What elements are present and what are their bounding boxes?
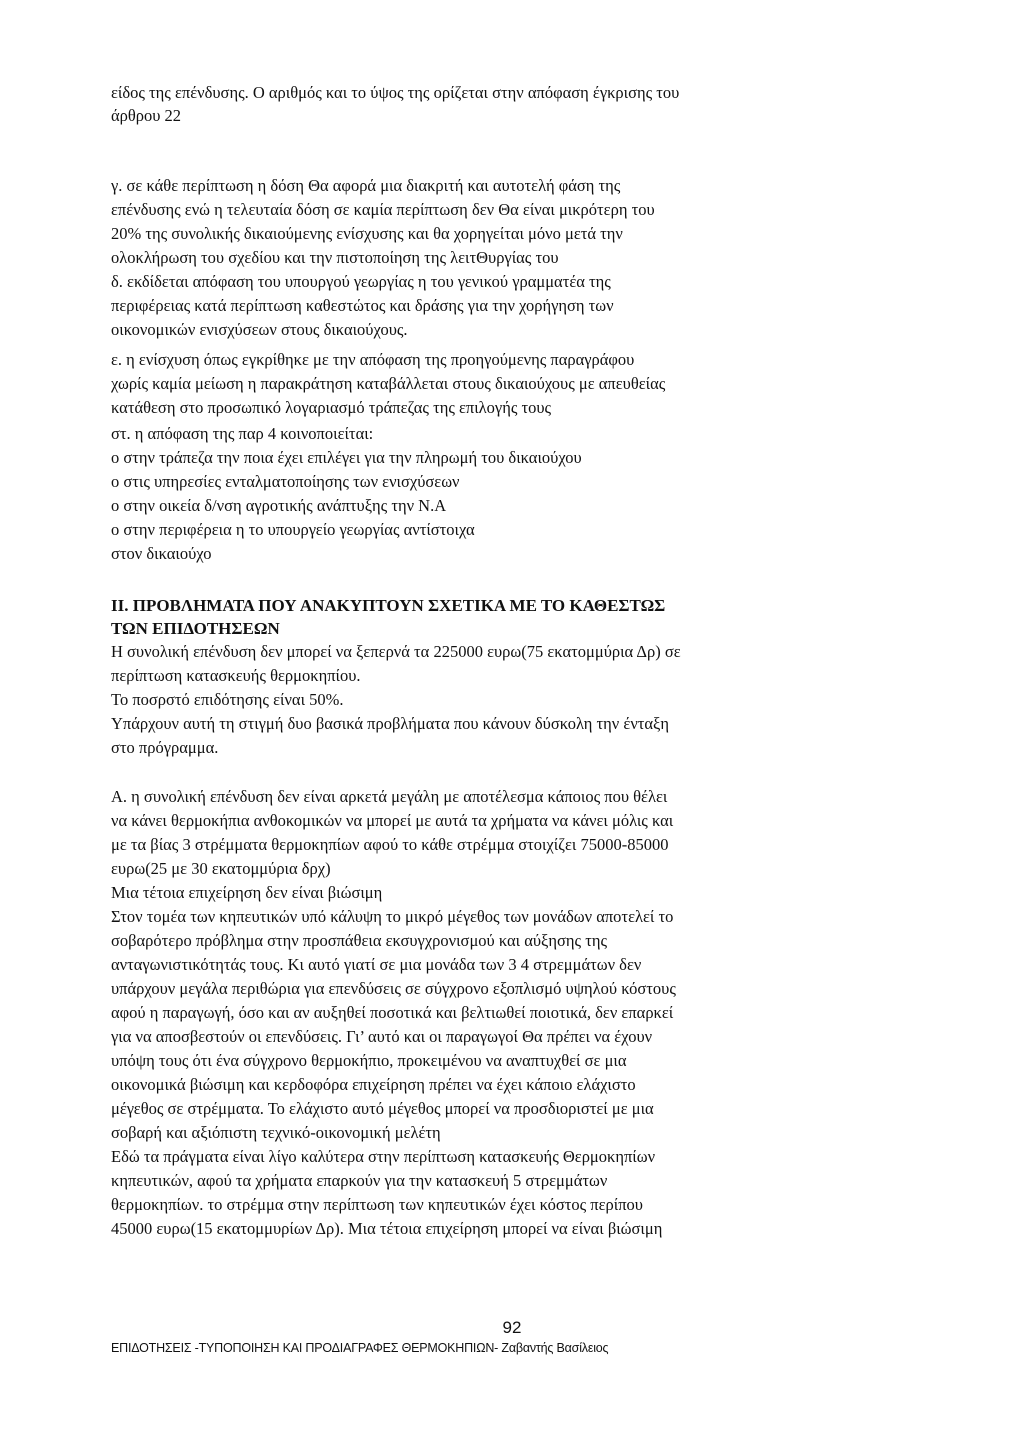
text-line: Στον τομέα των κηπευτικών υπό κάλυψη το μικρό μέγεθος των μονάδων αποτελεί το: [111, 907, 674, 926]
text-line: 20% της συνολικής δικαιούμενης ενίσχυσης και θα χορηγείται μόνο μετά την: [111, 224, 623, 243]
text-line: υπόψη τους ότι ένα σύγχρονο θερμοκήπιο, προκειμένου να αναπτυχθεί σε μια: [111, 1051, 627, 1070]
text-line: γ. σε κάθε περίπτωση η δόση Θα αφορά μια διακριτή και αυτοτελή φάση της: [111, 176, 621, 195]
text-line: ολοκλήρωση του σχεδίου και την πιστοποίηση της λειτΘυργίας του: [111, 248, 559, 267]
text-line: σοβαρή και αξιόπιστη τεχνικό-οικονομική μελέτη: [111, 1123, 441, 1142]
text-line: Μια τέτοια επιχείρηση δεν είναι βιώσιμη: [111, 883, 383, 902]
page-footer: ΕΠΙΔΟΤΗΣΕΙΣ -ΤΥΠΟΠΟΙΗΣΗ ΚΑΙ ΠΡΟΔΙΑΓΡΑΦΕΣ ΘΕΡΜΟΚΗΠΙΩΝ- Ζαβαντής Βασίλειος: [111, 1341, 609, 1355]
text-line: μέγεθος σε στρέμματα. Το ελάχιστο αυτό μέγεθος μπορεί να προσδιοριστεί με μια: [111, 1099, 654, 1118]
text-line: ε. η ενίσχυση όπως εγκρίθηκε με την απόφαση της προηγούμενης παραγράφου: [111, 350, 635, 369]
text-line: ανταγωνιστικότητάς τους. Κι αυτό γιατί σε μια μονάδα των 3 4 στρεμμάτων δεν: [111, 955, 642, 974]
text-line: άρθρου 22: [111, 106, 182, 125]
text-line: αφού η παραγωγή, όσο και αν αυξηθεί ποσοτικά και βελτιωθεί ποιοτικά, δεν επαρκεί: [111, 1003, 674, 1022]
text-line: να κάνει θερμοκήπια ανθοκομικών να μπορεί με αυτά τα χρήματα να κάνει μόλις και: [111, 811, 674, 830]
text-line: Το ποσρστό επιδότησης είναι 50%.: [111, 690, 344, 709]
text-line: στο πρόγραμμα.: [111, 738, 219, 757]
text-line: Εδώ τα πράγματα είναι λίγο καλύτερα στην περίπτωση κατασκευής Θερμοκηπίων: [111, 1147, 656, 1166]
text-line: περιφέρειας κατά περίπτωση καθεστώτος και δράσης για την χορήγηση των: [111, 296, 614, 315]
section-heading: II. ΠΡΟΒΛΗΜΑΤΑ ΠΟΥ ΑΝΑΚΥΠΤΟΥΝ ΣΧΕΤΙΚΑ ΜΕ ΤΟ ΚΑΘΕΣΤΩΣ: [111, 596, 666, 615]
section-heading: ΤΩΝ ΕΠΙΔΟΤΗΣΕΩΝ: [111, 619, 280, 638]
text-line: κατάθεση στο προσωπικό λογαριασμό τράπεζας της επιλογής τους: [111, 398, 552, 417]
text-line: θερμοκηπίων. το στρέμμα στην περίπτωση των κηπευτικών έχει κόστος περίπου: [111, 1195, 643, 1214]
text-line: επένδυσης ενώ η τελευταία δόση σε καμία περίπτωση δεν Θα είναι μικρότερη του: [111, 200, 655, 219]
text-line: περίπτωση κατασκευής θερμοκηπίου.: [111, 666, 361, 685]
text-line: είδος της επένδυσης. Ο αριθμός και το ύψος της ορίζεται στην απόφαση έγκρισης του: [111, 83, 680, 102]
text-line: σοβαρότερο πρόβλημα στην προσπάθεια εκσυγχρονισμού και αύξησης της: [111, 931, 607, 950]
list-item: ο στην τράπεζα την ποια έχει επιλέγει για την πληρωμή του δικαιούχου: [111, 448, 582, 467]
text-line: υπάρχουν μεγάλα περιθώρια για επενδύσεις σε σύγχρονο εξοπλισμό υψηλού κόστους: [111, 979, 676, 998]
text-line: κηπευτικών, αφού τα χρήματα επαρκούν για την κατασκευή 5 στρεμμάτων: [111, 1171, 608, 1190]
text-line: οικονομικά βιώσιμη και κερδοφόρα επιχείρηση πρέπει να έχει κάποιο ελάχιστο: [111, 1075, 636, 1094]
text-line: Α. η συνολική επένδυση δεν είναι αρκετά μεγάλη με αποτέλεσμα κάποιος που θέλει: [111, 787, 668, 806]
text-line: Η συνολική επένδυση δεν μπορεί να ξεπερνά τα 225000 ευρω(75 εκατομμύρια Δρ) σε: [111, 642, 681, 661]
text-line: Υπάρχουν αυτή τη στιγμή δυο βασικά προβλήματα που κάνουν δύσκολη την ένταξη: [111, 714, 670, 733]
list-item: ο στις υπηρεσίες ενταλματοποίησης των ενισχύσεων: [111, 472, 460, 491]
text-line: δ. εκδίδεται απόφαση του υπουργού γεωργίας η του γενικού γραμματέα της: [111, 272, 611, 291]
text-line: οικονομικών ενισχύσεων στους δικαιούχους.: [111, 320, 408, 339]
text-line: 45000 ευρω(15 εκατομμυρίων Δρ). Μια τέτοια επιχείρηση μπορεί να είναι βιώσιμη: [111, 1219, 663, 1238]
text-line: για να αποσβεστούν οι επενδύσεις. Γι’ αυτό και οι παραγωγοί Θα πρέπει να έχουν: [111, 1027, 653, 1046]
list-item: ο στην περιφέρεια η το υπουργείο γεωργίας αντίστοιχα: [111, 520, 475, 539]
text-line: με τα βίας 3 στρέμματα θερμοκηπίων αφού το κάθε στρέμμα στοιχίζει 75000-85000: [111, 835, 669, 854]
text-line: στον δικαιούχο: [111, 544, 212, 563]
list-item: ο στην οικεία δ/νση αγροτικής ανάπτυξης την Ν.Α: [111, 496, 447, 515]
text-line: ευρω(25 με 30 εκατομμύρια δρχ): [111, 859, 331, 878]
page-number: 92: [502, 1318, 522, 1337]
text-line: χωρίς καμία μείωση η παρακράτηση καταβάλλεται στους δικαιούχους με απευθείας: [111, 374, 666, 393]
text-line: στ. η απόφαση της παρ 4 κοινοποιείται:: [111, 424, 374, 443]
